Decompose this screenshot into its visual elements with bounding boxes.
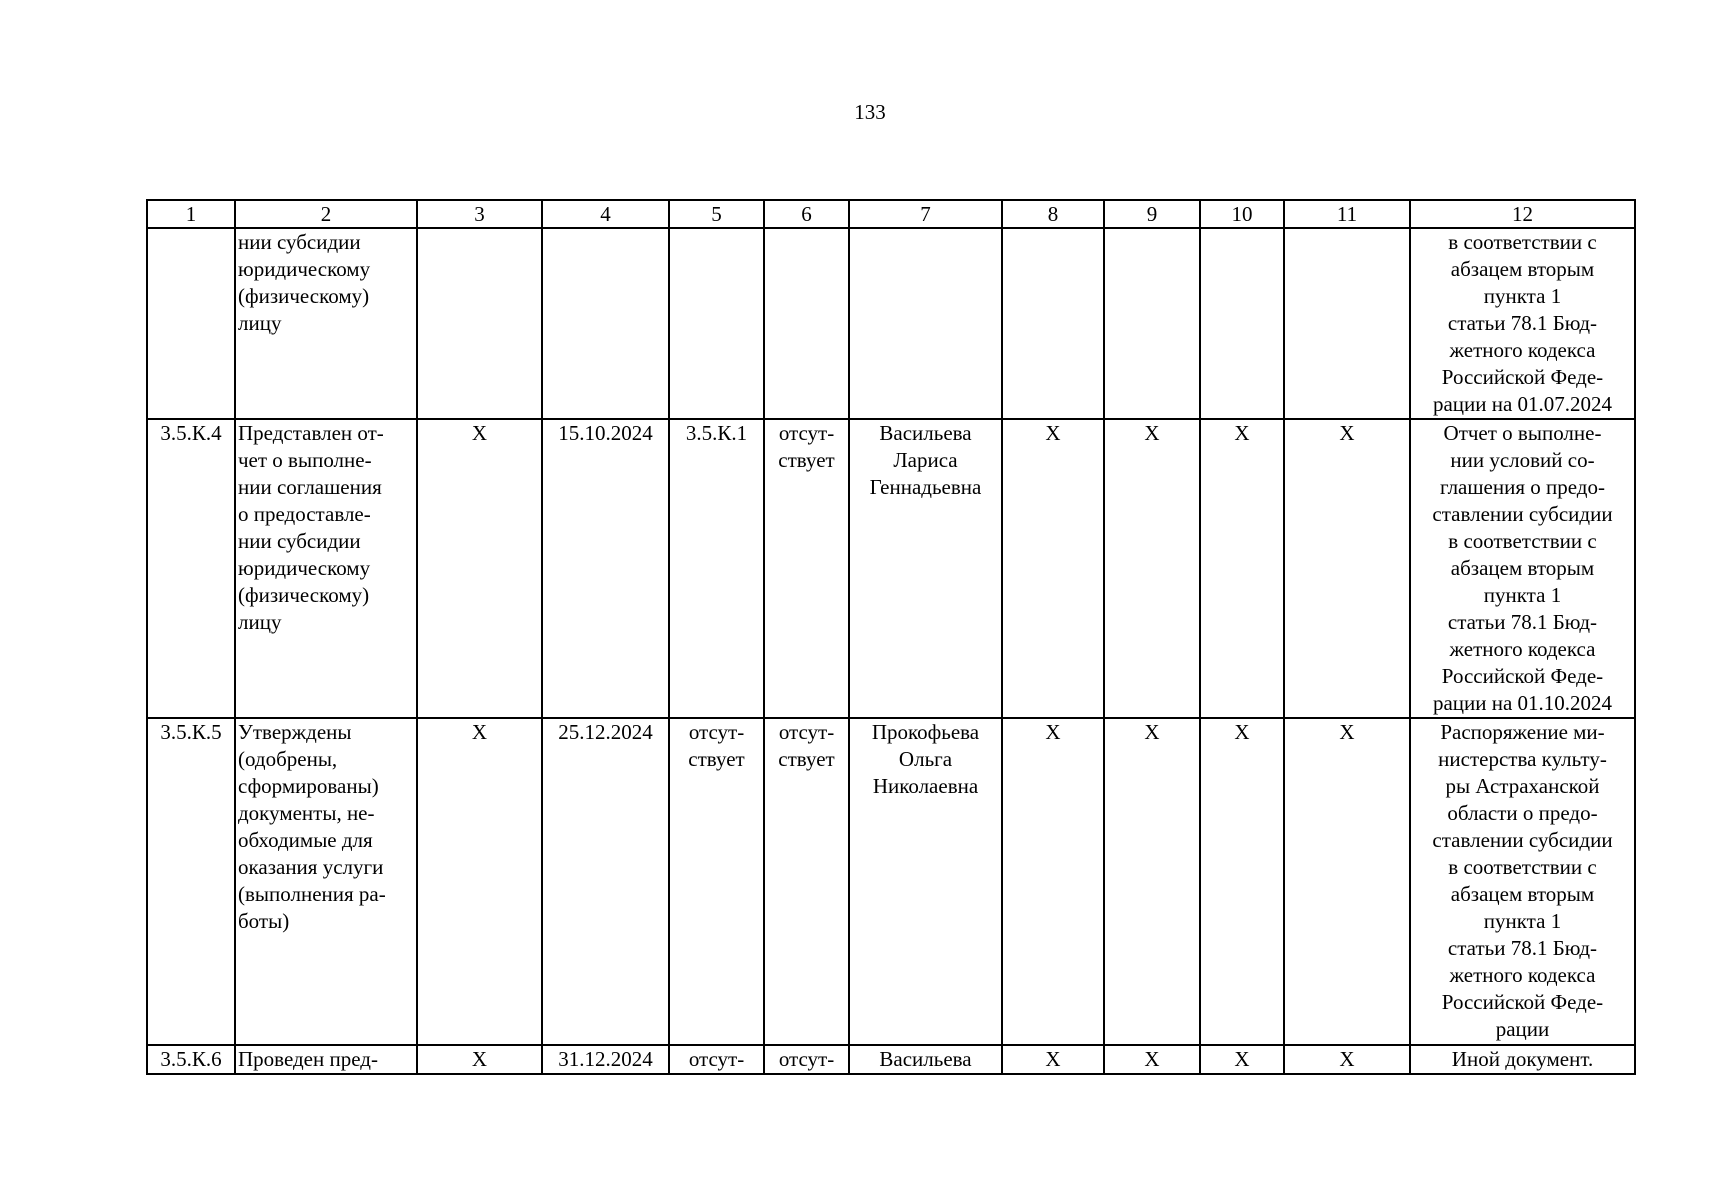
table-row <box>147 228 1635 419</box>
cell-col3 <box>417 228 542 419</box>
cell-date: 25.12.2024 <box>542 718 669 1045</box>
column-header: 1 <box>147 200 235 228</box>
cell-col10: X <box>1200 1045 1284 1074</box>
control-points-table <box>146 199 1636 1075</box>
cell-col11: X <box>1284 718 1410 1045</box>
cell-col5: 3.5.К.1 <box>669 419 764 718</box>
cell-code: 3.5.К.6 <box>147 1045 235 1074</box>
cell-responsible: Васильева <box>849 1045 1002 1074</box>
cell-col3: X <box>417 419 542 718</box>
cell-col10: X <box>1200 718 1284 1045</box>
cell-responsible: Прокофьева Ольга Николаевна <box>849 718 1002 1045</box>
cell-col8 <box>1002 228 1104 419</box>
cell-col6: отсут- <box>764 1045 849 1074</box>
column-header: 9 <box>1104 200 1200 228</box>
cell-col8: X <box>1002 1045 1104 1074</box>
cell-document: Отчет о выполне- нии условий со- глашения о предо- ставлении субсидии в соответствии с абзацем вторым пункта 1 статьи 78.1 Бюд- жетного кодекса Российской Феде- рации на 01.10.2024 <box>1410 419 1635 718</box>
cell-name: Проведен пред- <box>235 1045 417 1074</box>
cell-col8: X <box>1002 419 1104 718</box>
column-header: 3 <box>417 200 542 228</box>
cell-col10: X <box>1200 419 1284 718</box>
cell-col3: X <box>417 1045 542 1074</box>
column-header: 8 <box>1002 200 1104 228</box>
column-header: 11 <box>1284 200 1410 228</box>
column-header: 2 <box>235 200 417 228</box>
cell-name: Представлен от- чет о выполне- нии соглашения о предоставле- нии субсидии юридическому (физическому) лицу <box>235 419 417 718</box>
cell-col6 <box>764 228 849 419</box>
cell-code: 3.5.К.4 <box>147 419 235 718</box>
cell-document: Распоряжение ми- нистерства культу- ры Астраханской области о предо- ставлении субсидии в соответствии с абзацем вторым пункта 1 статьи 78.1 Бюд- жетного кодекса Российской Феде- рации <box>1410 718 1635 1045</box>
table-row <box>147 718 1635 1045</box>
cell-col10 <box>1200 228 1284 419</box>
cell-code <box>147 228 235 419</box>
cell-date: 31.12.2024 <box>542 1045 669 1074</box>
column-header: 10 <box>1200 200 1284 228</box>
cell-name: Утверждены (одобрены, сформированы) документы, не- обходимые для оказания услуги (выполнения ра- боты) <box>235 718 417 1045</box>
cell-col11: X <box>1284 1045 1410 1074</box>
cell-col5 <box>669 228 764 419</box>
column-header: 12 <box>1410 200 1635 228</box>
cell-date <box>542 228 669 419</box>
column-header: 4 <box>542 200 669 228</box>
cell-document: в соответствии с абзацем вторым пункта 1 статьи 78.1 Бюд- жетного кодекса Российской Феде- рации на 01.07.2024 <box>1410 228 1635 419</box>
column-header: 7 <box>849 200 1002 228</box>
cell-col9: X <box>1104 1045 1200 1074</box>
cell-responsible <box>849 228 1002 419</box>
cell-col9: X <box>1104 718 1200 1045</box>
cell-col8: X <box>1002 718 1104 1045</box>
cell-document: Иной документ. <box>1410 1045 1635 1074</box>
cell-col11 <box>1284 228 1410 419</box>
cell-responsible: Васильева Лариса Геннадьевна <box>849 419 1002 718</box>
cell-col6: отсут- ствует <box>764 718 849 1045</box>
cell-col9: X <box>1104 419 1200 718</box>
header-row <box>147 200 1635 228</box>
cell-code: 3.5.К.5 <box>147 718 235 1045</box>
cell-col3: X <box>417 718 542 1045</box>
table-row <box>147 1045 1635 1074</box>
cell-col6: отсут- ствует <box>764 419 849 718</box>
cell-date: 15.10.2024 <box>542 419 669 718</box>
table-row <box>147 419 1635 718</box>
page-number: 133 <box>854 100 886 124</box>
column-header: 5 <box>669 200 764 228</box>
cell-col5: отсут- <box>669 1045 764 1074</box>
cell-col5: отсут- ствует <box>669 718 764 1045</box>
column-header: 6 <box>764 200 849 228</box>
cell-name: нии субсидии юридическому (физическому) лицу <box>235 228 417 419</box>
cell-col9 <box>1104 228 1200 419</box>
cell-col11: X <box>1284 419 1410 718</box>
